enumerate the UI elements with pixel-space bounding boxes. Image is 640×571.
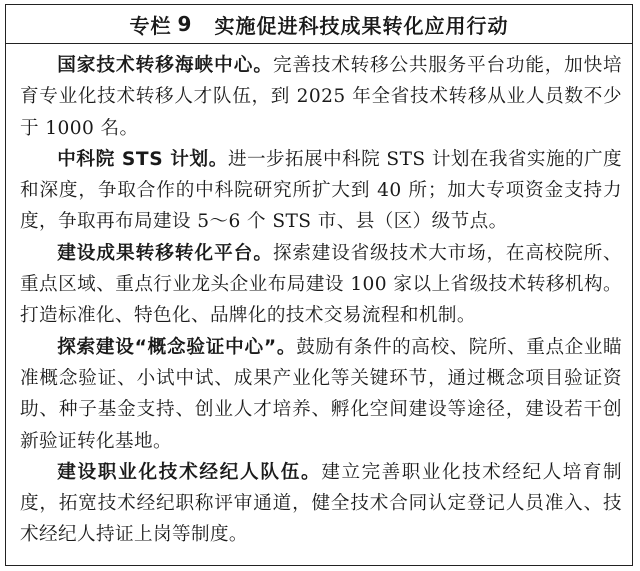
paragraph-sts-plan [20, 144, 622, 238]
paragraph-body: 建立完善职业化技术经纪人培育制度，拓宽技术经纪职称评审通道，健全技术合同认定登记人员准入、技术经纪人持证上岗等制度。 [20, 461, 622, 546]
paragraph-body: 探索建设省级技术大市场，在高校院所、重点区域、重点行业龙头企业布局建设 100 家以上省级技术转移机构。打造标准化、特色化、品牌化的技术交易流程和机制。 [20, 242, 622, 327]
paragraph-body: 进一步拓展中科院 STS 计划在我省实施的广度和深度，争取合作的中科院研究所扩大到 40 所；加大专项资金支持力度，争取再布局建设 5～6 个 STS 市、县（区）级节点。 [20, 148, 622, 233]
paragraph-haixia-center [20, 50, 622, 144]
paragraph-body: 鼓励有条件的高校、院所、重点企业瞄准概念验证、小试中试、成果产业化等关键环节，通过概念项目验证资助、种子基金支持、创业人才培养、孵化空间建设等途径，建设若干创新验证转化基地。 [20, 336, 622, 452]
paragraph-transfer-platform [20, 238, 622, 332]
paragraph-concept-verification [20, 332, 622, 457]
paragraph-lead: 建设成果转移转化平台。 [57, 242, 273, 264]
paragraph-lead: 探索建设“概念验证中心”。 [57, 336, 297, 358]
paragraph-tech-broker [20, 457, 622, 551]
paragraph-lead: 国家技术转移海峡中心。 [57, 55, 273, 76]
paragraph-lead: 建设职业化技术经纪人队伍。 [57, 461, 322, 483]
column-title: 实施促进科技成果转化应用行动 [214, 13, 509, 38]
column-content [6, 44, 632, 551]
column-header [6, 5, 632, 44]
paragraph-body: 完善技术转移公共服务平台功能，加快培育专业化技术转移人才队伍，到 2025 年全省技术转移从业人员数不少于 1000 名。 [20, 55, 622, 139]
column-box [5, 4, 633, 566]
column-label: 专栏 [129, 13, 172, 38]
paragraph-lead: 中科院 STS 计划。 [57, 148, 228, 170]
column-number: 9 [177, 12, 193, 36]
